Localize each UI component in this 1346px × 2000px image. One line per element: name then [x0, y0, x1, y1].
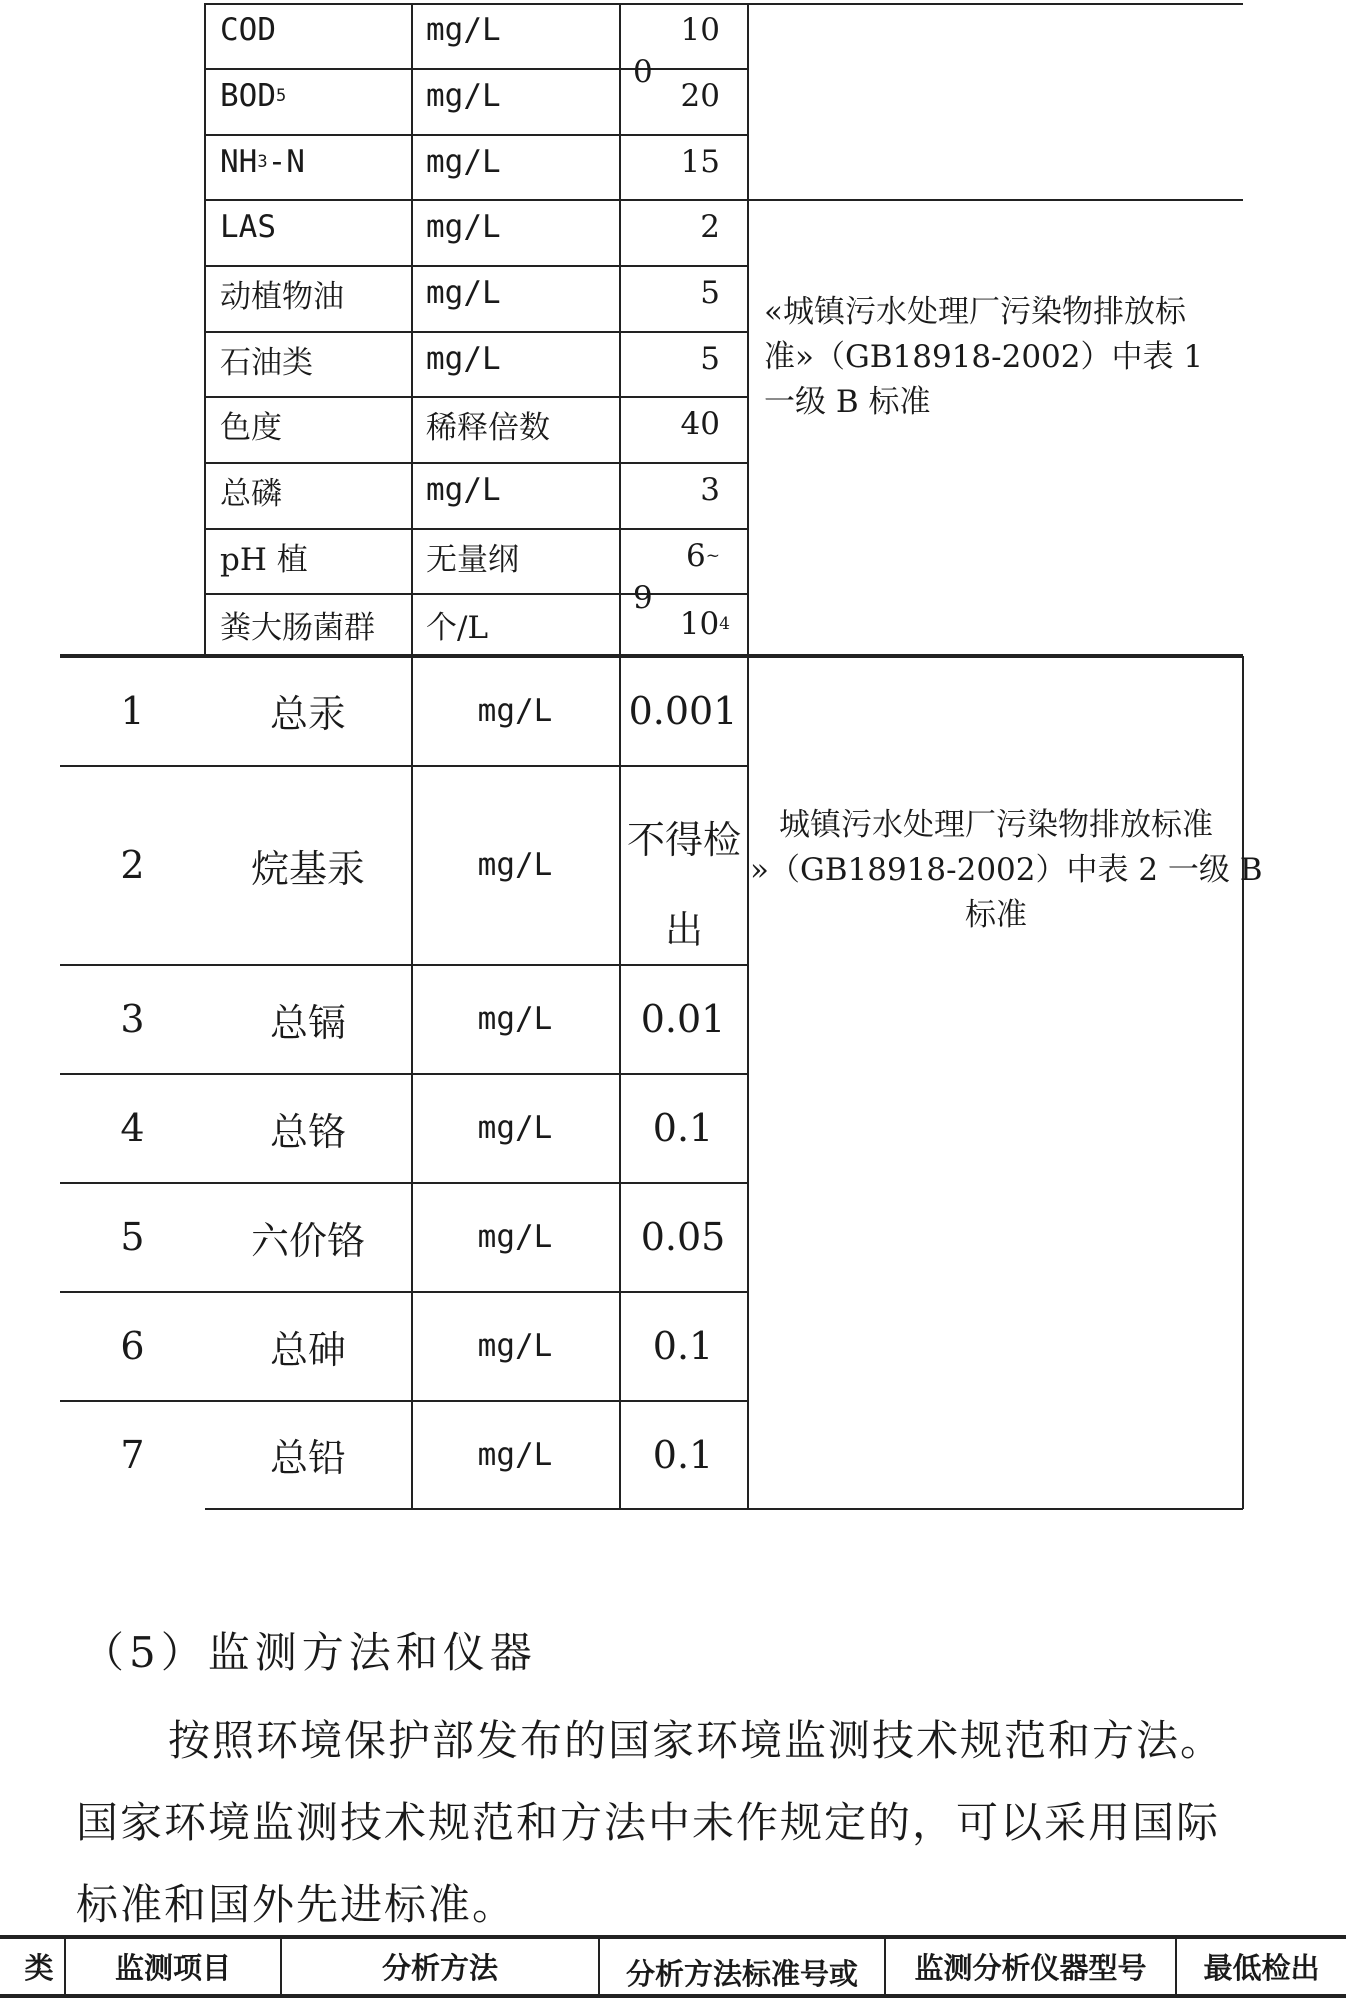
limit-total-arsenic: 0.1 — [652, 1324, 714, 1368]
unit-total-phosphorus: mg/L — [426, 472, 501, 508]
unit-chroma: 稀释倍数 — [426, 409, 550, 446]
param-cod: COD — [220, 12, 276, 48]
limit-las: 2 — [700, 209, 720, 245]
row-no-5: 5 — [120, 1215, 145, 1259]
row-no-4: 4 — [120, 1106, 145, 1150]
standard-line-2: »（GB18918-2002）中表 2 一级 B — [750, 852, 1263, 888]
limit-ph-wrap: 9 — [633, 580, 653, 616]
param-bod5: BOD 5 — [220, 78, 287, 114]
item-total-arsenic: 总砷 — [269, 1327, 346, 1372]
param-total-phosphorus: 总磷 — [220, 475, 282, 512]
limit-total-lead: 0.1 — [652, 1432, 714, 1477]
limit-chroma: 40 — [680, 406, 720, 442]
limit-animal-plant-oil: 5 — [700, 275, 720, 311]
limit-total-cadmium: 0.01 — [640, 997, 726, 1041]
standard-table-2 — [750, 803, 1263, 938]
standard-line-1: 城镇污水处理厂污染物排放标准 — [779, 807, 1213, 843]
unit-total-arsenic: mg/L — [477, 1328, 553, 1364]
standard-line-3: 标准 — [965, 897, 1027, 933]
item-total-chromium: 总铬 — [269, 1109, 346, 1154]
unit-total-chromium: mg/L — [477, 1110, 553, 1146]
limit-hexavalent-chromium: 0.05 — [640, 1215, 726, 1259]
unit-ph: 无量纲 — [426, 541, 519, 578]
limit-total-chromium: 0.1 — [652, 1106, 714, 1150]
unit-las: mg/L — [426, 209, 501, 245]
unit-cod: mg/L — [426, 12, 501, 48]
unit-total-lead: mg/L — [477, 1436, 553, 1473]
item-total-lead: 总铅 — [269, 1436, 346, 1480]
param-petroleum: 石油类 — [220, 344, 313, 381]
limit-ph: 6 ~ — [686, 538, 720, 574]
unit-total-cadmium: mg/L — [477, 1001, 553, 1037]
row-no-7: 7 — [120, 1432, 145, 1477]
unit-alkyl-mercury: mg/L — [477, 847, 553, 883]
header-analysis-method: 分析方法 — [381, 1950, 498, 1985]
unit-bod5: mg/L — [426, 78, 501, 114]
limit-fecal-coliform: 10 4 — [679, 606, 730, 642]
param-nh3n: NH 3 -N — [220, 144, 305, 180]
header-instrument-model: 监测分析仪器型号 — [914, 1950, 1147, 1985]
header-monitoring-item: 监测项目 — [114, 1950, 231, 1985]
item-hexavalent-chromium: 六价铬 — [250, 1218, 365, 1263]
param-fecal-coliform: 粪大肠菌群 — [220, 609, 375, 646]
section-heading: （5）监测方法和仪器 — [82, 1628, 537, 1677]
header-detection-limit: 最低检出 — [1203, 1950, 1320, 1985]
param-ph: pH 植 — [220, 541, 308, 578]
limit-cod-wrap: 0 — [633, 54, 653, 90]
standard-table-1: «城镇污水处理厂污染物排放标准»（GB18918-2002）中表 1 一级 B 标准 — [764, 294, 1204, 420]
limit-total-phosphorus: 3 — [700, 472, 720, 508]
item-total-mercury: 总汞 — [269, 692, 346, 736]
unit-petroleum: mg/L — [426, 341, 501, 377]
unit-fecal-coliform: 个/L — [426, 609, 489, 646]
param-las: LAS — [220, 209, 276, 245]
row-no-3: 3 — [120, 997, 145, 1041]
limit-nh3n: 15 — [680, 144, 720, 180]
param-chroma: 色度 — [220, 409, 282, 446]
row-no-1: 1 — [120, 688, 145, 733]
unit-hexavalent-chromium: mg/L — [477, 1219, 553, 1255]
limit-bod5: 20 — [680, 78, 720, 114]
limit-alkyl-mercury: 不得检出 — [626, 818, 741, 952]
param-animal-plant-oil: 动植物油 — [220, 278, 344, 315]
paragraph-line-2: 国家环境监测技术规范和方法中未作规定的，可以采用国际 — [76, 1798, 1221, 1847]
item-alkyl-mercury: 烷基汞 — [250, 846, 365, 891]
row-no-2: 2 — [120, 843, 145, 887]
paragraph-line-1: 按照环境保护部发布的国家环境监测技术规范和方法。 — [168, 1716, 1225, 1765]
limit-petroleum: 5 — [700, 341, 720, 377]
paragraph-line-3: 标准和国外先进标准。 — [76, 1880, 517, 1929]
limit-total-mercury: 0.001 — [628, 688, 738, 733]
unit-animal-plant-oil: mg/L — [426, 275, 501, 311]
unit-nh3n: mg/L — [426, 144, 501, 180]
limit-cod: 10 — [680, 12, 720, 48]
row-no-6: 6 — [120, 1324, 145, 1368]
unit-total-mercury: mg/L — [477, 692, 553, 729]
header-category: 类 — [24, 1950, 54, 1985]
item-total-cadmium: 总镉 — [269, 1000, 346, 1045]
header-method-standard-no: 分析方法标准号或 — [625, 1956, 858, 1991]
